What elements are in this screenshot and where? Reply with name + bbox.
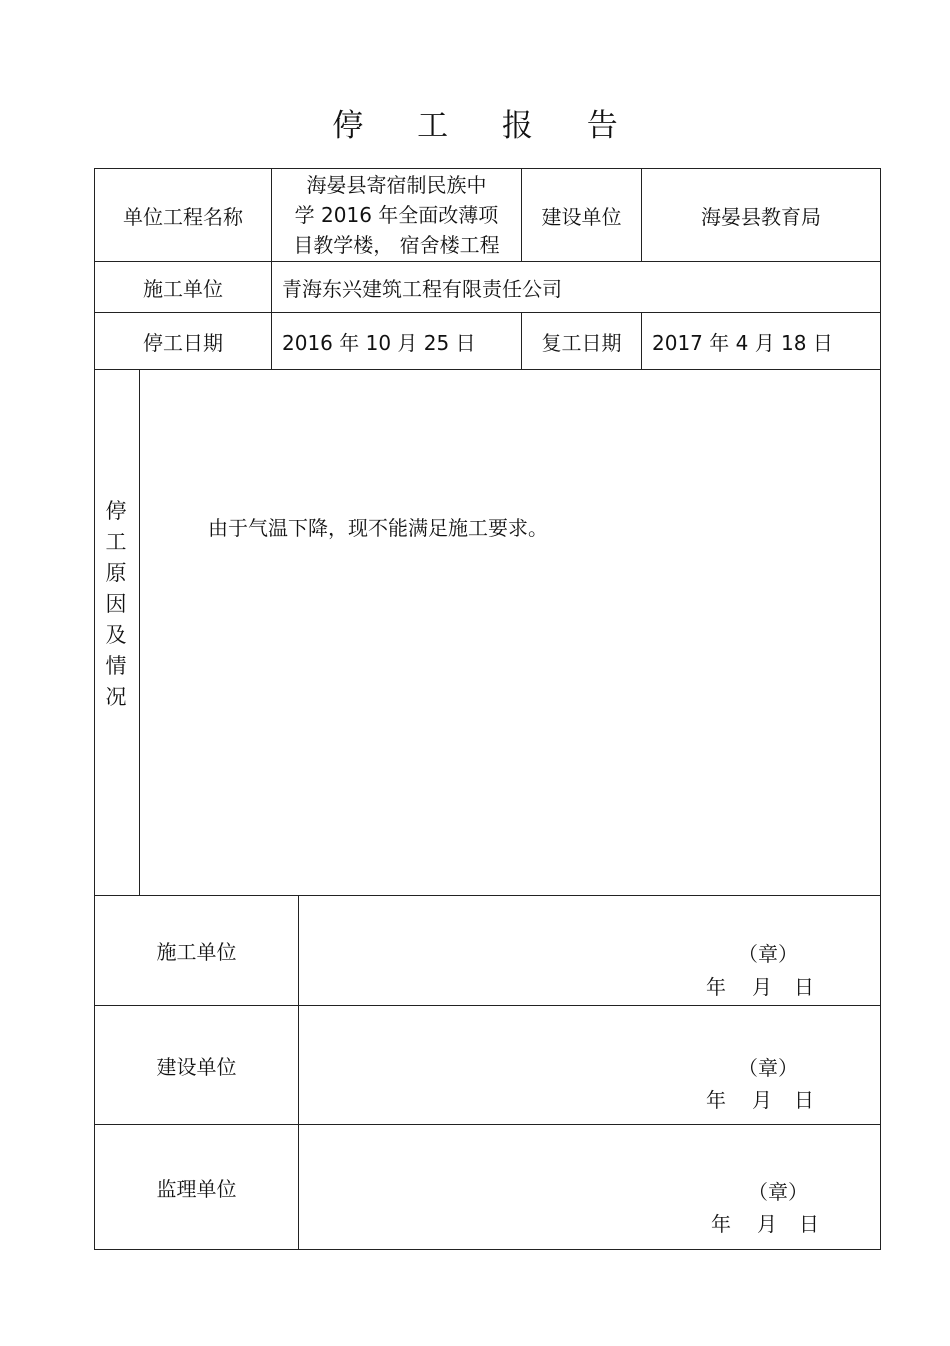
day-label: 日 <box>794 975 814 999</box>
contractor-sign-date <box>706 971 814 1000</box>
supervisor-sign-date <box>711 1208 819 1237</box>
year-label: 年 <box>706 975 726 999</box>
year-label: 年 <box>706 1088 726 1112</box>
reason-label-char: 停 <box>105 499 127 523</box>
reason-label-char: 原 <box>105 561 127 585</box>
owner-value: 海晏县教育局 <box>701 204 821 229</box>
project-name-label: 单位工程名称 <box>123 204 243 229</box>
project-name-line: 海晏县寄宿制民族中 <box>306 173 487 197</box>
day-label: 日 <box>794 1088 814 1112</box>
month-label: 月 <box>752 1088 772 1112</box>
reason-label-char: 况 <box>105 685 127 709</box>
owner-seal: （章） <box>738 1056 798 1080</box>
month-label: 月 <box>757 1212 777 1236</box>
owner-sign-label: 建设单位 <box>156 1054 237 1079</box>
project-name-line: 学 2016 年全面改薄项 <box>294 203 499 227</box>
month-label: 月 <box>752 975 772 999</box>
contractor-seal: （章） <box>738 942 798 966</box>
owner-label: 建设单位 <box>541 204 622 229</box>
contractor-value: 青海东兴建筑工程有限责任公司 <box>282 276 562 301</box>
reason-label-char: 因 <box>105 592 127 616</box>
stop-date-label: 停工日期 <box>143 330 223 355</box>
reason-label-char: 情 <box>105 654 127 678</box>
supervisor-seal: （章） <box>748 1180 808 1204</box>
stop-date-value: 2016 年 10 月 25 日 <box>282 330 476 355</box>
contractor-label: 施工单位 <box>143 276 223 301</box>
year-label: 年 <box>711 1212 731 1236</box>
supervisor-sign-label: 监理单位 <box>156 1176 237 1201</box>
reason-label <box>104 496 130 713</box>
reason-text: 由于气温下降，现不能满足施工要求。 <box>208 516 548 540</box>
contractor-sign-label: 施工单位 <box>156 940 237 964</box>
resume-date-value: 2017 年 4 月 18 日 <box>652 330 833 355</box>
project-name-line: 目教学楼， 宿舍楼工程 <box>293 233 500 257</box>
resume-date-label: 复工日期 <box>541 330 622 355</box>
day-label: 日 <box>799 1212 819 1236</box>
reason-label-char: 及 <box>105 623 127 647</box>
reason-label-char: 工 <box>105 530 127 554</box>
document-title: 停 工 报 告 <box>332 108 640 144</box>
project-name-value <box>272 169 521 261</box>
owner-sign-date <box>706 1084 814 1113</box>
